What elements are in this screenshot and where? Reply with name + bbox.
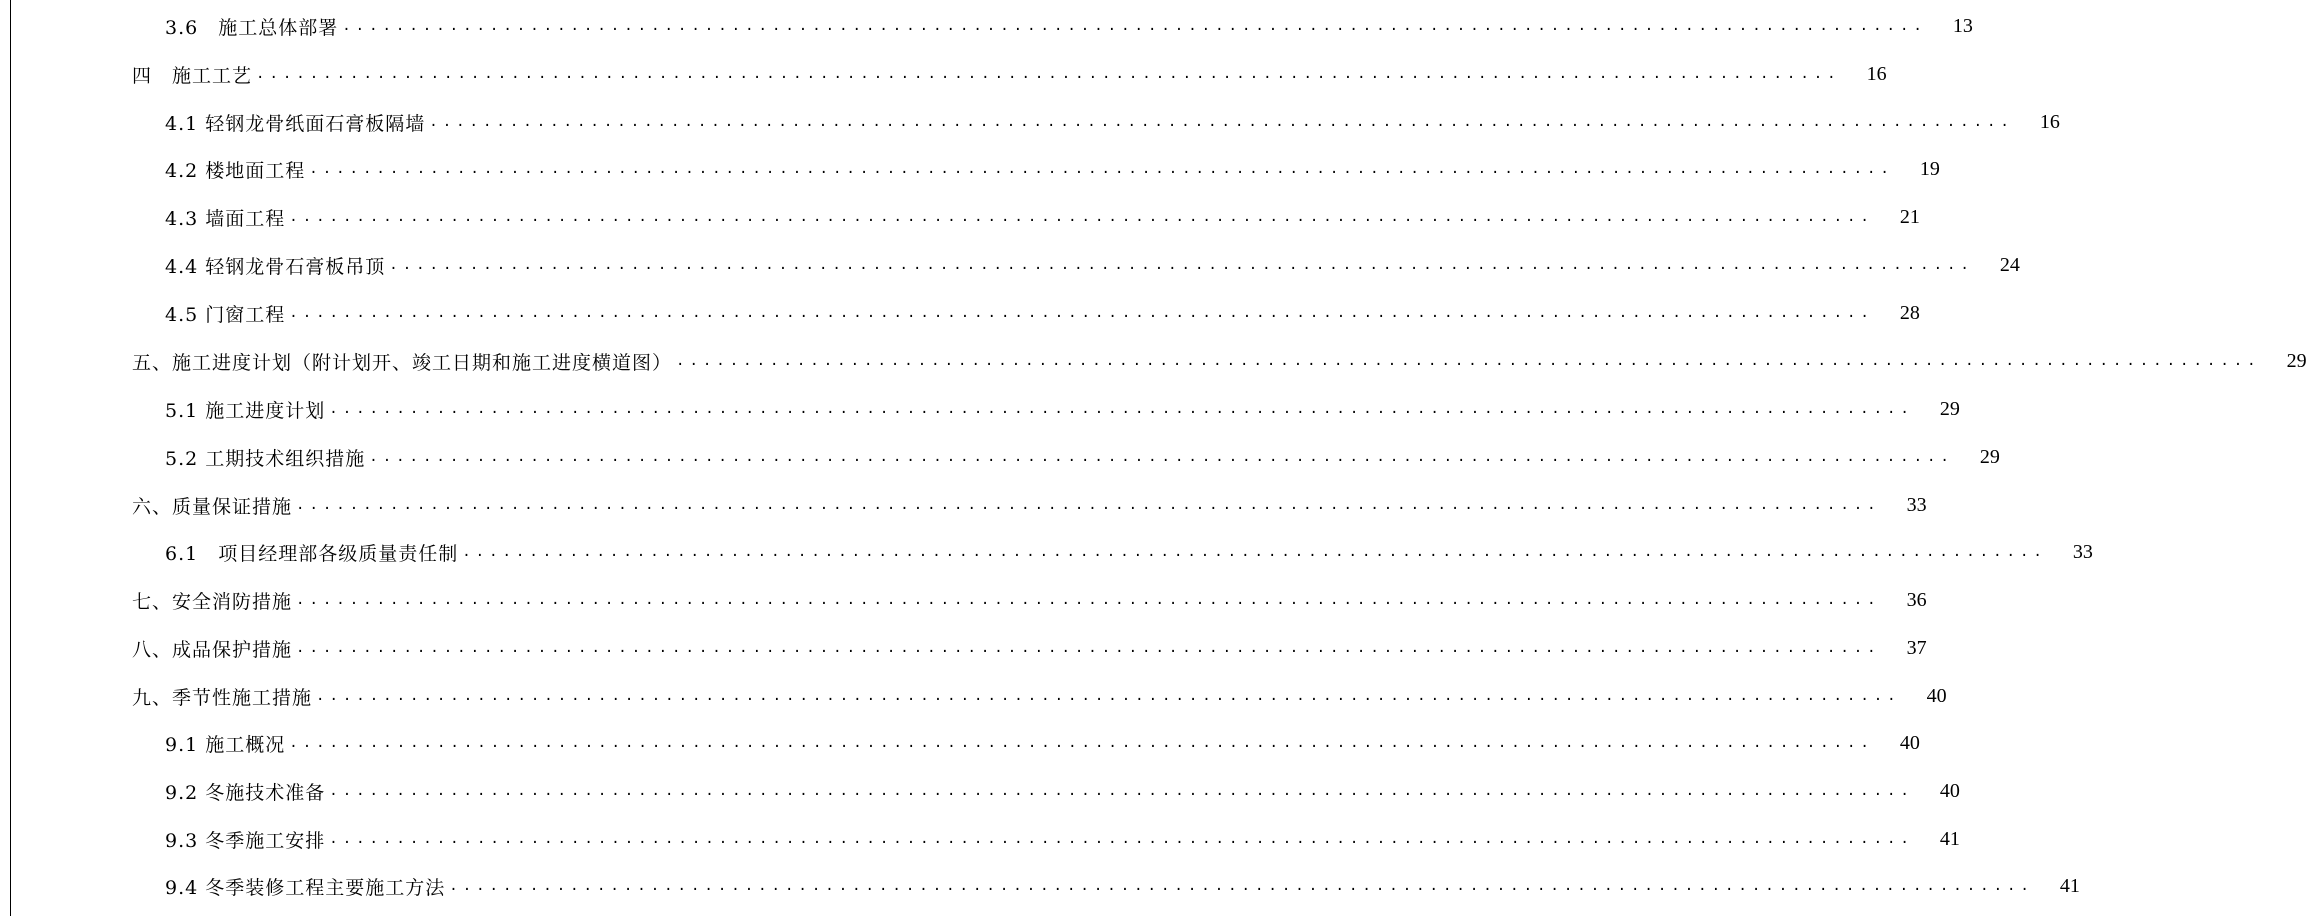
toc-dot-leader: ...................................................................................................................... — [429, 114, 2014, 130]
toc-entry-title: 4.2 楼地面工程 — [165, 159, 306, 182]
toc-dot-leader: ...................................................................................................................... — [329, 783, 1914, 799]
toc-entry-title: 八、成品保护措施 — [132, 638, 293, 661]
toc-entry[interactable] — [0, 389, 1960, 429]
toc-dot-leader: ...................................................................................................................... — [256, 66, 1841, 82]
toc-entry-title: 6.1 项目经理部各级质量责任制 — [165, 542, 459, 565]
toc-dot-leader: ...................................................................................................................... — [296, 497, 1881, 513]
toc-dot-leader: ...................................................................................................................... — [369, 449, 1954, 465]
toc-page-number: 40 — [1926, 684, 1947, 707]
toc-entry-title: 4.1 轻钢龙骨纸面石膏板隔墙 — [165, 112, 426, 135]
toc-dot-leader: ...................................................................................................................... — [389, 257, 1974, 273]
toc-entry[interactable] — [0, 819, 1960, 859]
toc-dot-leader: ...................................................................................................................... — [296, 640, 1881, 656]
toc-entry[interactable] — [0, 628, 1927, 668]
toc-entry-title: 六、质量保证措施 — [132, 495, 293, 518]
toc-page-number: 16 — [1866, 62, 1887, 85]
toc-page-number: 13 — [1952, 14, 1973, 37]
toc-entry[interactable] — [0, 580, 1927, 620]
toc-entry-title: 4.4 轻钢龙骨石膏板吊顶 — [165, 255, 386, 278]
toc-page-number: 40 — [1939, 779, 1960, 802]
toc-dot-leader: ...................................................................................................................... — [676, 353, 2261, 369]
toc-entry[interactable] — [0, 341, 2307, 381]
toc-page-number: 40 — [1899, 731, 1920, 754]
toc-entry-title: 9.3 冬季施工安排 — [165, 829, 326, 852]
toc-page-number: 41 — [2059, 874, 2080, 897]
toc-dot-leader: ...................................................................................................................... — [449, 878, 2034, 894]
toc-page-number: 37 — [1906, 636, 1927, 659]
toc-dot-leader: ...................................................................................................................... — [462, 544, 2047, 560]
toc-dot-leader: ...................................................................................................................... — [329, 831, 1914, 847]
toc-entry[interactable] — [0, 197, 1920, 237]
toc-entry[interactable] — [0, 6, 1973, 46]
toc-dot-leader: ...................................................................................................................... — [289, 305, 1874, 321]
toc-entry-title: 3.6 施工总体部署 — [165, 16, 339, 39]
toc-dot-leader: ...................................................................................................................... — [289, 735, 1874, 751]
toc-entry[interactable] — [0, 293, 1920, 333]
toc-entry[interactable] — [0, 771, 1960, 811]
toc-page-number: 29 — [1979, 445, 2000, 468]
toc-dot-leader: ...................................................................................................................... — [329, 401, 1914, 417]
toc-page-number: 41 — [1939, 827, 1960, 850]
toc-dot-leader: ...................................................................................................................... — [309, 161, 1894, 177]
toc-entry[interactable] — [0, 54, 1887, 94]
toc-page-number: 33 — [1906, 493, 1927, 516]
toc-entry-title: 9.2 冬施技术准备 — [165, 781, 326, 804]
toc-dot-leader: ...................................................................................................................... — [296, 592, 1881, 608]
toc-page-number: 36 — [1906, 588, 1927, 611]
toc-entry-title: 4.3 墙面工程 — [165, 207, 286, 230]
toc-page-number: 33 — [2072, 540, 2093, 563]
toc-entry[interactable] — [0, 485, 1927, 525]
toc-page-number: 29 — [2286, 349, 2307, 372]
toc-entry-title: 9.1 施工概况 — [165, 733, 286, 756]
toc-entry-title: 七、安全消防措施 — [132, 590, 293, 613]
toc-page-number: 29 — [1939, 397, 1960, 420]
toc-entry-title: 五、施工进度计划（附计划开、竣工日期和施工进度横道图） — [132, 351, 673, 374]
toc-page-number: 28 — [1899, 301, 1920, 324]
toc-entry[interactable] — [0, 437, 2000, 477]
toc-entry[interactable] — [0, 723, 1920, 763]
toc-dot-leader: ...................................................................................................................... — [342, 18, 1927, 34]
toc-page-number: 19 — [1919, 157, 1940, 180]
toc-entry-title: 5.2 工期技术组织措施 — [165, 447, 366, 470]
toc-entry[interactable] — [0, 102, 2060, 142]
toc-page-number: 24 — [1999, 253, 2020, 276]
toc-entry-title: 4.5 门窗工程 — [165, 303, 286, 326]
toc-entry-title: 5.1 施工进度计划 — [165, 399, 326, 422]
toc-entry-title: 9.4 冬季装修工程主要施工方法 — [165, 876, 446, 899]
toc-page-number: 16 — [2039, 110, 2060, 133]
toc-entry[interactable] — [0, 866, 2080, 906]
toc-entry-title: 四 施工工艺 — [132, 64, 253, 87]
toc-dot-leader: ...................................................................................................................... — [316, 688, 1901, 704]
toc-entry[interactable] — [0, 245, 2020, 285]
toc-entry[interactable] — [0, 532, 2093, 572]
toc-entry[interactable] — [0, 676, 1947, 716]
toc-entry-title: 九、季节性施工措施 — [132, 686, 313, 709]
toc-entry[interactable] — [0, 149, 1940, 189]
toc-dot-leader: ...................................................................................................................... — [289, 209, 1874, 225]
toc-page-number: 21 — [1899, 205, 1920, 228]
